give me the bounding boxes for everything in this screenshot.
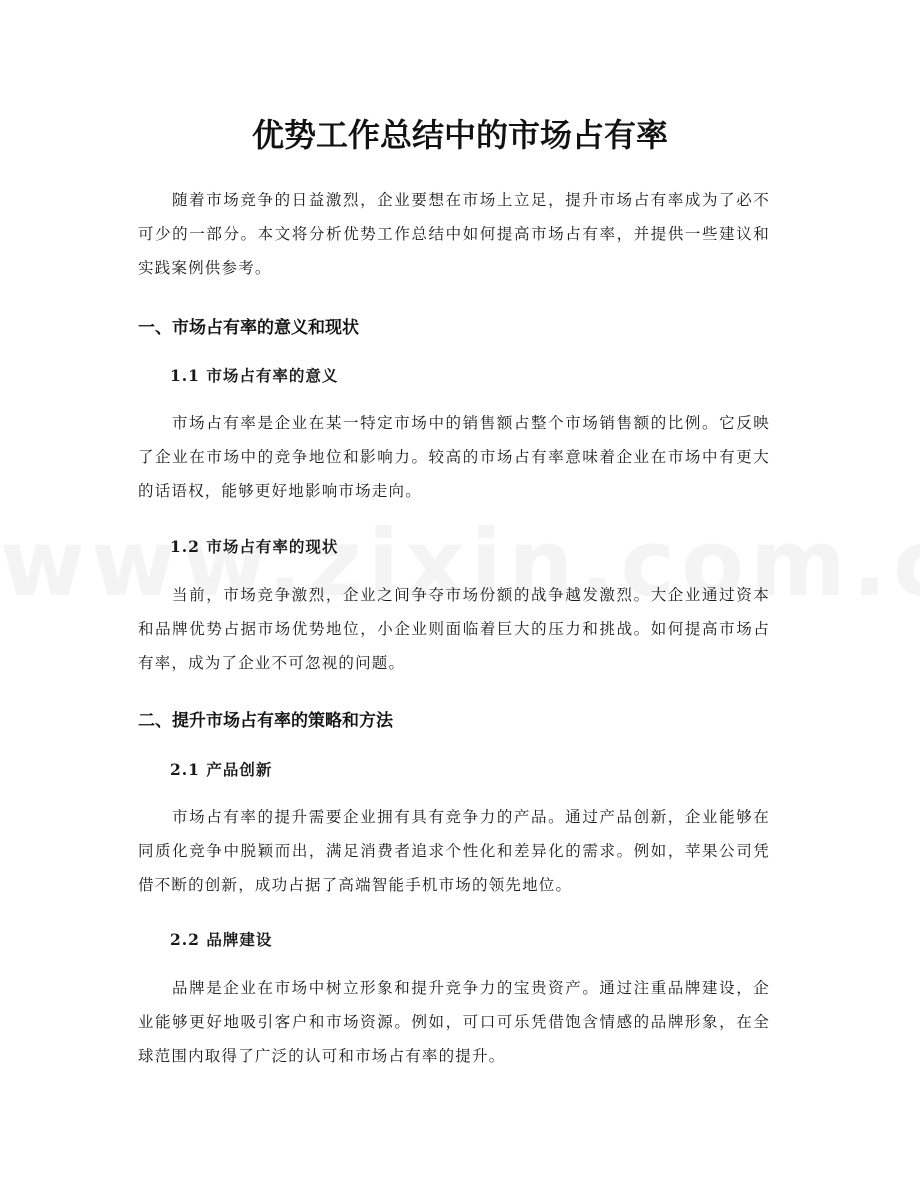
section-1-2-heading: 1.2 市场占有率的现状 xyxy=(170,537,339,556)
section-2-1-heading: 2.1 产品创新 xyxy=(170,760,273,779)
section-1-1-heading: 1.1 市场占有率的意义 xyxy=(170,366,339,385)
document-title: 优势工作总结中的市场占有率 xyxy=(251,116,668,154)
section-1-2-body: 当前，市场竞争激烈，企业之间争夺市场份额的战争越发激烈。大企业通过资本和品牌优势占据市场优势地位，小企业则面临着巨大的压力和挑战。如何提高市场占有率，成为了企业不可忽视的问题。 xyxy=(138,586,770,672)
section-2-1-body: 市场占有率的提升需要企业拥有具有竞争力的产品。通过产品创新，企业能够在同质化竞争中脱颖而出，满足消费者追求个性化和差异化的需求。例如，苹果公司凭借不断的创新，成功占据了高端智能手机市场的领先地位。 xyxy=(138,808,770,894)
intro-paragraph: 随着市场竞争的日益激烈，企业要想在市场上立足，提升市场占有率成为了必不可少的一部分。本文将分析优势工作总结中如何提高市场占有率，并提供一些建议和实践案例供参考。 xyxy=(138,191,770,277)
section-2-2-heading: 2.2 品牌建设 xyxy=(170,930,273,949)
section-1-1-body: 市场占有率是企业在某一特定市场中的销售额占整个市场销售额的比例。它反映了企业在市场中的竞争地位和影响力。较高的市场占有率意味着企业在市场中有更大的话语权，能够更好地影响市场走向。 xyxy=(138,414,770,500)
section-2-heading: 二、提升市场占有率的策略和方法 xyxy=(138,711,393,731)
section-2-2-body: 品牌是企业在市场中树立形象和提升竞争力的宝贵资产。通过注重品牌建设，企业能够更好地吸引客户和市场资源。例如，可口可乐凭借饱含情感的品牌形象，在全球范围内取得了广泛的认可和市场占有率的提升。 xyxy=(138,979,770,1065)
section-1-heading: 一、市场占有率的意义和现状 xyxy=(138,318,359,338)
